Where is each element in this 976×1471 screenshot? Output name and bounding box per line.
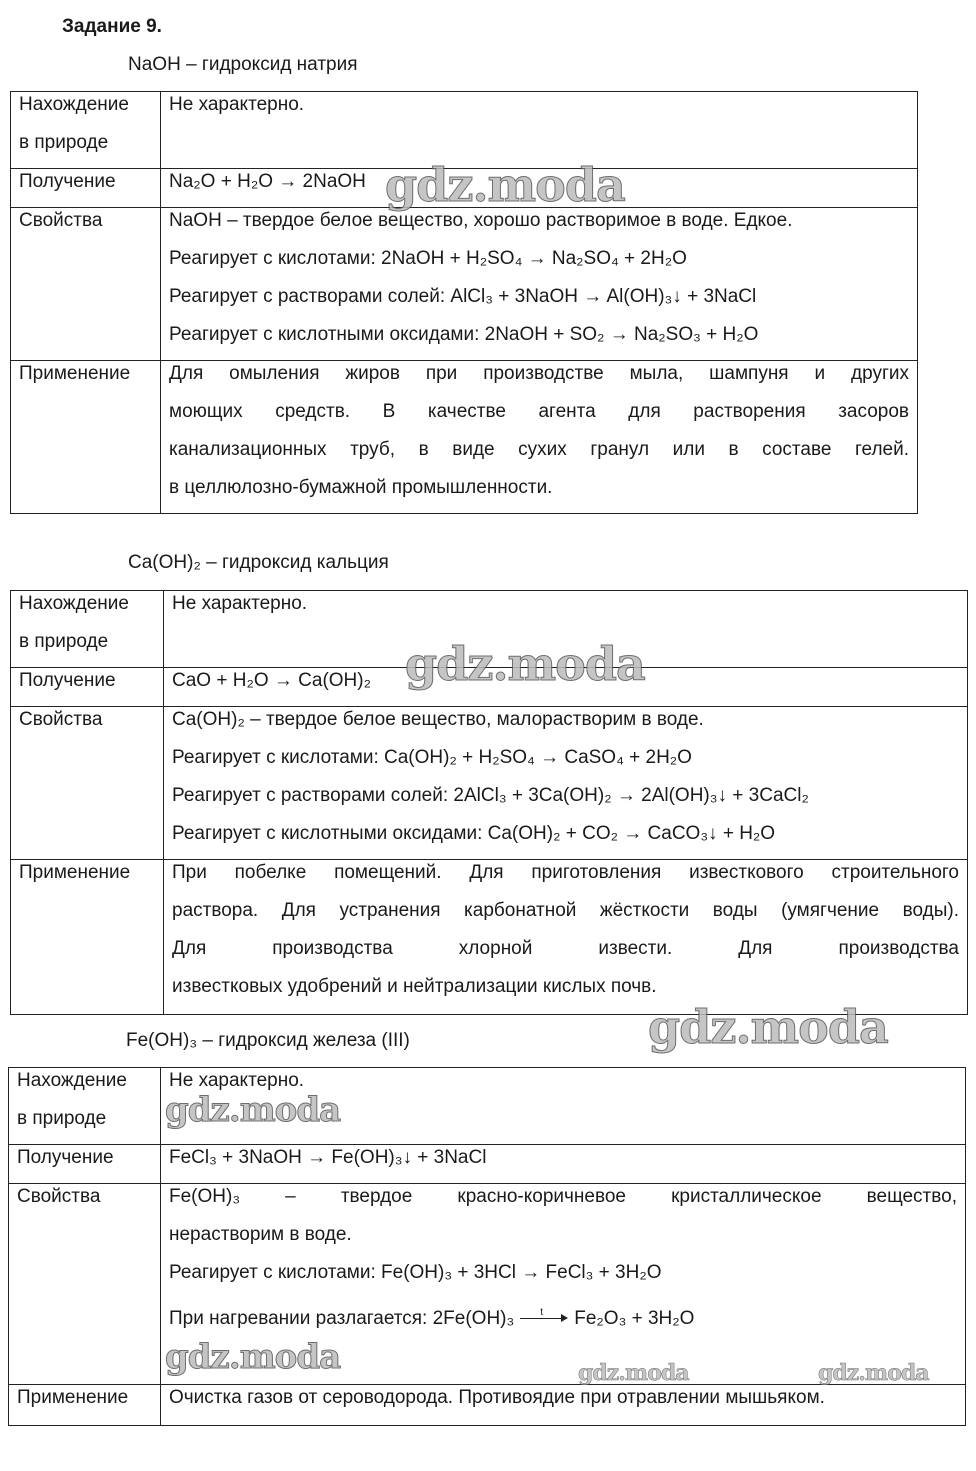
content-line: Реагирует с кислотными оксидами: Ca(OH)₂ + CO₂ → CaCO₃↓ + H₂O [172, 823, 776, 844]
row-content [164, 860, 968, 1015]
content-line: Реагирует с растворами солей: AlCl₃ + 3NaOH → Al(OH)₃↓ + 3NaCl [169, 286, 757, 307]
content-line: Для омыления жиров при производстве мыла, шампуня и других [169, 363, 909, 384]
watermark: gdz.moda [165, 1090, 341, 1130]
watermark: gdz.moda [405, 637, 645, 691]
watermark: gdz.moda [385, 158, 625, 212]
naoh-table [10, 91, 918, 514]
content-line: Не характерно. [169, 94, 305, 115]
label-line: Применение [19, 862, 131, 883]
watermark: gdz.moda [165, 1337, 341, 1377]
label-line: Получение [19, 171, 116, 192]
label-line: Применение [17, 1387, 129, 1408]
row-content [161, 208, 918, 361]
primenenie-row [11, 860, 968, 1015]
content-line: Не характерно. [169, 1070, 305, 1091]
content-line: Очистка газов от сероводорода. Противоядие при отравлении мышьяком. [169, 1387, 825, 1408]
row-label [11, 92, 161, 169]
content-line: нерастворим в воде. [169, 1224, 352, 1245]
label-line: Свойства [19, 210, 103, 231]
label-line: Нахождение [19, 94, 129, 115]
row-label [11, 208, 161, 361]
label-line: Получение [17, 1147, 114, 1168]
section-heading-naoh: NaOH – гидроксид натрия [128, 54, 358, 75]
svoistva-row [9, 1184, 966, 1385]
task-title: Задание 9. [62, 16, 162, 37]
content-line: Реагирует с кислотами: 2NaOH + H₂SO₄ → Na₂SO₄ + 2H₂O [169, 248, 687, 269]
content-line: раствора. Для устранения карбонатной жёсткости воды (умягчение воды). [172, 900, 959, 921]
label-line: Свойства [19, 709, 103, 730]
row-label [11, 591, 164, 668]
row-content [161, 1385, 966, 1426]
label-line: в природе [17, 1108, 107, 1129]
label-line: Нахождение [19, 593, 129, 614]
row-content [161, 361, 918, 514]
watermark: gdz.moda [578, 1360, 689, 1386]
decomposition-equation [169, 1300, 957, 1338]
nahozhdenie-row [11, 92, 918, 169]
label-line: Получение [19, 670, 116, 691]
content-line: Реагирует с растворами солей: 2AlCl₃ + 3Ca(OH)₂ → 2Al(OH)₃↓ + 3CaCl₂ [172, 785, 809, 806]
content-line: в целлюлозно-бумажной промышленности. [169, 477, 553, 498]
label-line: Свойства [17, 1186, 101, 1207]
content-line: Реагирует с кислотами: Ca(OH)₂ + H₂SO₄ → CaSO₄ + 2H₂O [172, 747, 692, 768]
content-line: Na₂O + H₂O → 2NaOH [169, 171, 366, 192]
content-line: известковых удобрений и нейтрализации кислых почв. [172, 976, 657, 997]
content-line: Не характерно. [172, 593, 308, 614]
label-line: Нахождение [17, 1070, 127, 1091]
nahozhdenie-row [9, 1068, 966, 1145]
row-content [164, 707, 968, 860]
row-label [11, 361, 161, 514]
watermark: gdz.moda [818, 1360, 929, 1386]
content-line: Fe(OH)₃ – твердое красно-коричневое кристаллическое вещество, [169, 1186, 957, 1207]
content-line: Для производства хлорной извести. Для производства [172, 938, 959, 959]
content-line: Ca(OH)₂ – твердое белое вещество, малорастворим в воде. [172, 709, 704, 730]
primenenie-row [9, 1385, 966, 1426]
section-heading-feoh3: Fe(OH)₃ – гидроксид железа (III) [126, 1030, 410, 1051]
content-line: Реагирует с кислотами: Fe(OH)₃ + 3HCl → FeCl₃ + 3H₂O [169, 1262, 662, 1283]
content-line: моющих средств. В качестве агента для растворения засоров [169, 401, 909, 422]
svoistva-row [11, 208, 918, 361]
primenenie-row [11, 361, 918, 514]
label-line: в природе [19, 631, 109, 652]
content-line: CaO + H₂O → Ca(OH)₂ [172, 670, 371, 691]
content-line: канализационных труб, в виде сухих гранул или в составе гелей. [169, 439, 909, 460]
content-line: FeCl₃ + 3NaOH → Fe(OH)₃↓ + 3NaCl [169, 1147, 487, 1168]
label-line: в природе [19, 132, 109, 153]
row-label [11, 860, 164, 1015]
content-line: Реагирует с кислотными оксидами: 2NaOH + SO₂ → Na₂SO₃ + H₂O [169, 324, 759, 345]
content-line: При побелке помещений. Для приготовления известкового строительного [172, 862, 959, 883]
arrow-label: t [540, 1307, 544, 1318]
equation-right: Fe₂O₃ + 3H₂O [574, 1308, 695, 1329]
row-label [9, 1068, 161, 1145]
equation-left: При нагревании разлагается: 2Fe(OH)₃ [169, 1308, 515, 1329]
row-label [11, 707, 164, 860]
row-label [9, 1184, 161, 1385]
section-heading-caoh2: Ca(OH)₂ – гидроксид кальция [128, 552, 389, 573]
label-line: Применение [19, 363, 131, 384]
row-label [9, 1385, 161, 1426]
svoistva-row [11, 707, 968, 860]
content-line: NaOH – твердое белое вещество, хорошо растворимое в воде. Едкое. [169, 210, 793, 231]
watermark: gdz.moda [648, 1000, 888, 1054]
row-content [161, 92, 918, 169]
